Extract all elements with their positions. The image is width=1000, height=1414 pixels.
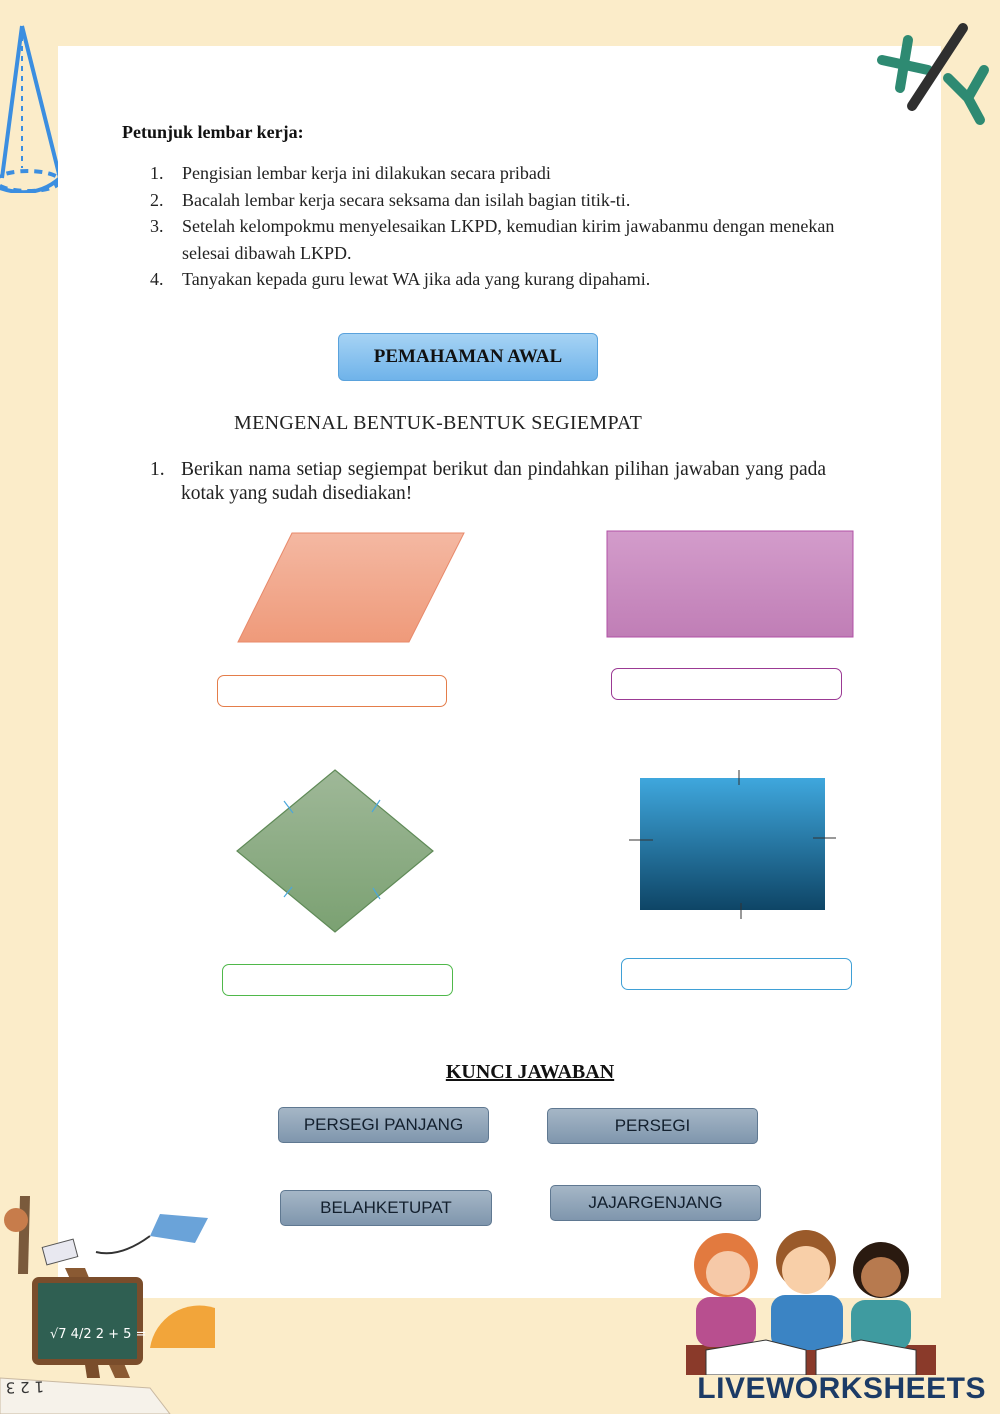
list-item-number: 1. — [150, 163, 164, 183]
section-subtitle: MENGENAL BENTUK-BENTUK SEGIEMPAT — [234, 412, 643, 434]
list-item-number: 4. — [150, 269, 164, 289]
book-text: 1 2 3 — [5, 1377, 45, 1397]
list-item-number: 2. — [150, 189, 164, 210]
answer-option-jajargenjang[interactable]: JAJARGENJANG — [550, 1185, 761, 1221]
answer-drop-box-square[interactable] — [621, 958, 852, 990]
question-text: Berikan nama setiap segiempat berikut dan pindahkan pilihan jawaban yang pada kotak yang sudah disediakan! — [181, 459, 826, 504]
answer-drop-box-parallelogram[interactable] — [217, 675, 447, 707]
rectangle-shape — [606, 530, 856, 640]
list-item — [150, 187, 850, 214]
school-supplies-illustration-icon — [0, 1188, 225, 1414]
parallelogram-shape — [235, 530, 467, 645]
answer-drop-box-rhombus[interactable] — [222, 964, 453, 996]
list-item-text: Bacalah lembar kerja secara seksama dan isilah bagian titik-ti. — [182, 189, 631, 210]
answer-key-title: KUNCI JAWABAN — [445, 1061, 615, 1083]
list-item-text: Tanyakan kepada guru lewat WA jika ada yang kurang dipahami. — [182, 269, 651, 289]
children-reading-illustration-icon — [676, 1225, 946, 1375]
question-1 — [150, 458, 826, 506]
answer-drop-box-rectangle[interactable] — [611, 668, 842, 700]
answer-option-belahketupat[interactable]: BELAHKETUPAT — [280, 1190, 492, 1226]
instructions-list — [150, 160, 850, 293]
rhombus-shape — [234, 767, 438, 935]
math-symbols-decoration-icon — [870, 18, 1000, 128]
list-item — [150, 160, 850, 187]
question-number: 1. — [150, 459, 165, 480]
list-item-text: Setelah kelompokmu menyelesaikan LKPD, kemudian kirim jawabanmu dengan menekan selesai dibawah LKPD. — [182, 216, 835, 263]
chalkboard-text: √7 4/2 2 + 5 = — [50, 1327, 147, 1342]
section-badge: PEMAHAMAN AWAL — [338, 333, 598, 381]
liveworksheets-logo: LIVEWORKSHEETS — [697, 1372, 986, 1405]
answer-option-persegi[interactable]: PERSEGI — [547, 1108, 758, 1144]
square-shape — [626, 767, 838, 922]
list-item — [150, 266, 850, 293]
list-item-number: 3. — [150, 216, 164, 236]
list-item-text: Pengisian lembar kerja ini dilakukan secara pribadi — [182, 163, 551, 183]
list-item — [150, 213, 850, 266]
answer-option-persegi-panjang[interactable]: PERSEGI PANJANG — [278, 1107, 489, 1143]
instructions-title: Petunjuk lembar kerja: — [122, 122, 304, 142]
